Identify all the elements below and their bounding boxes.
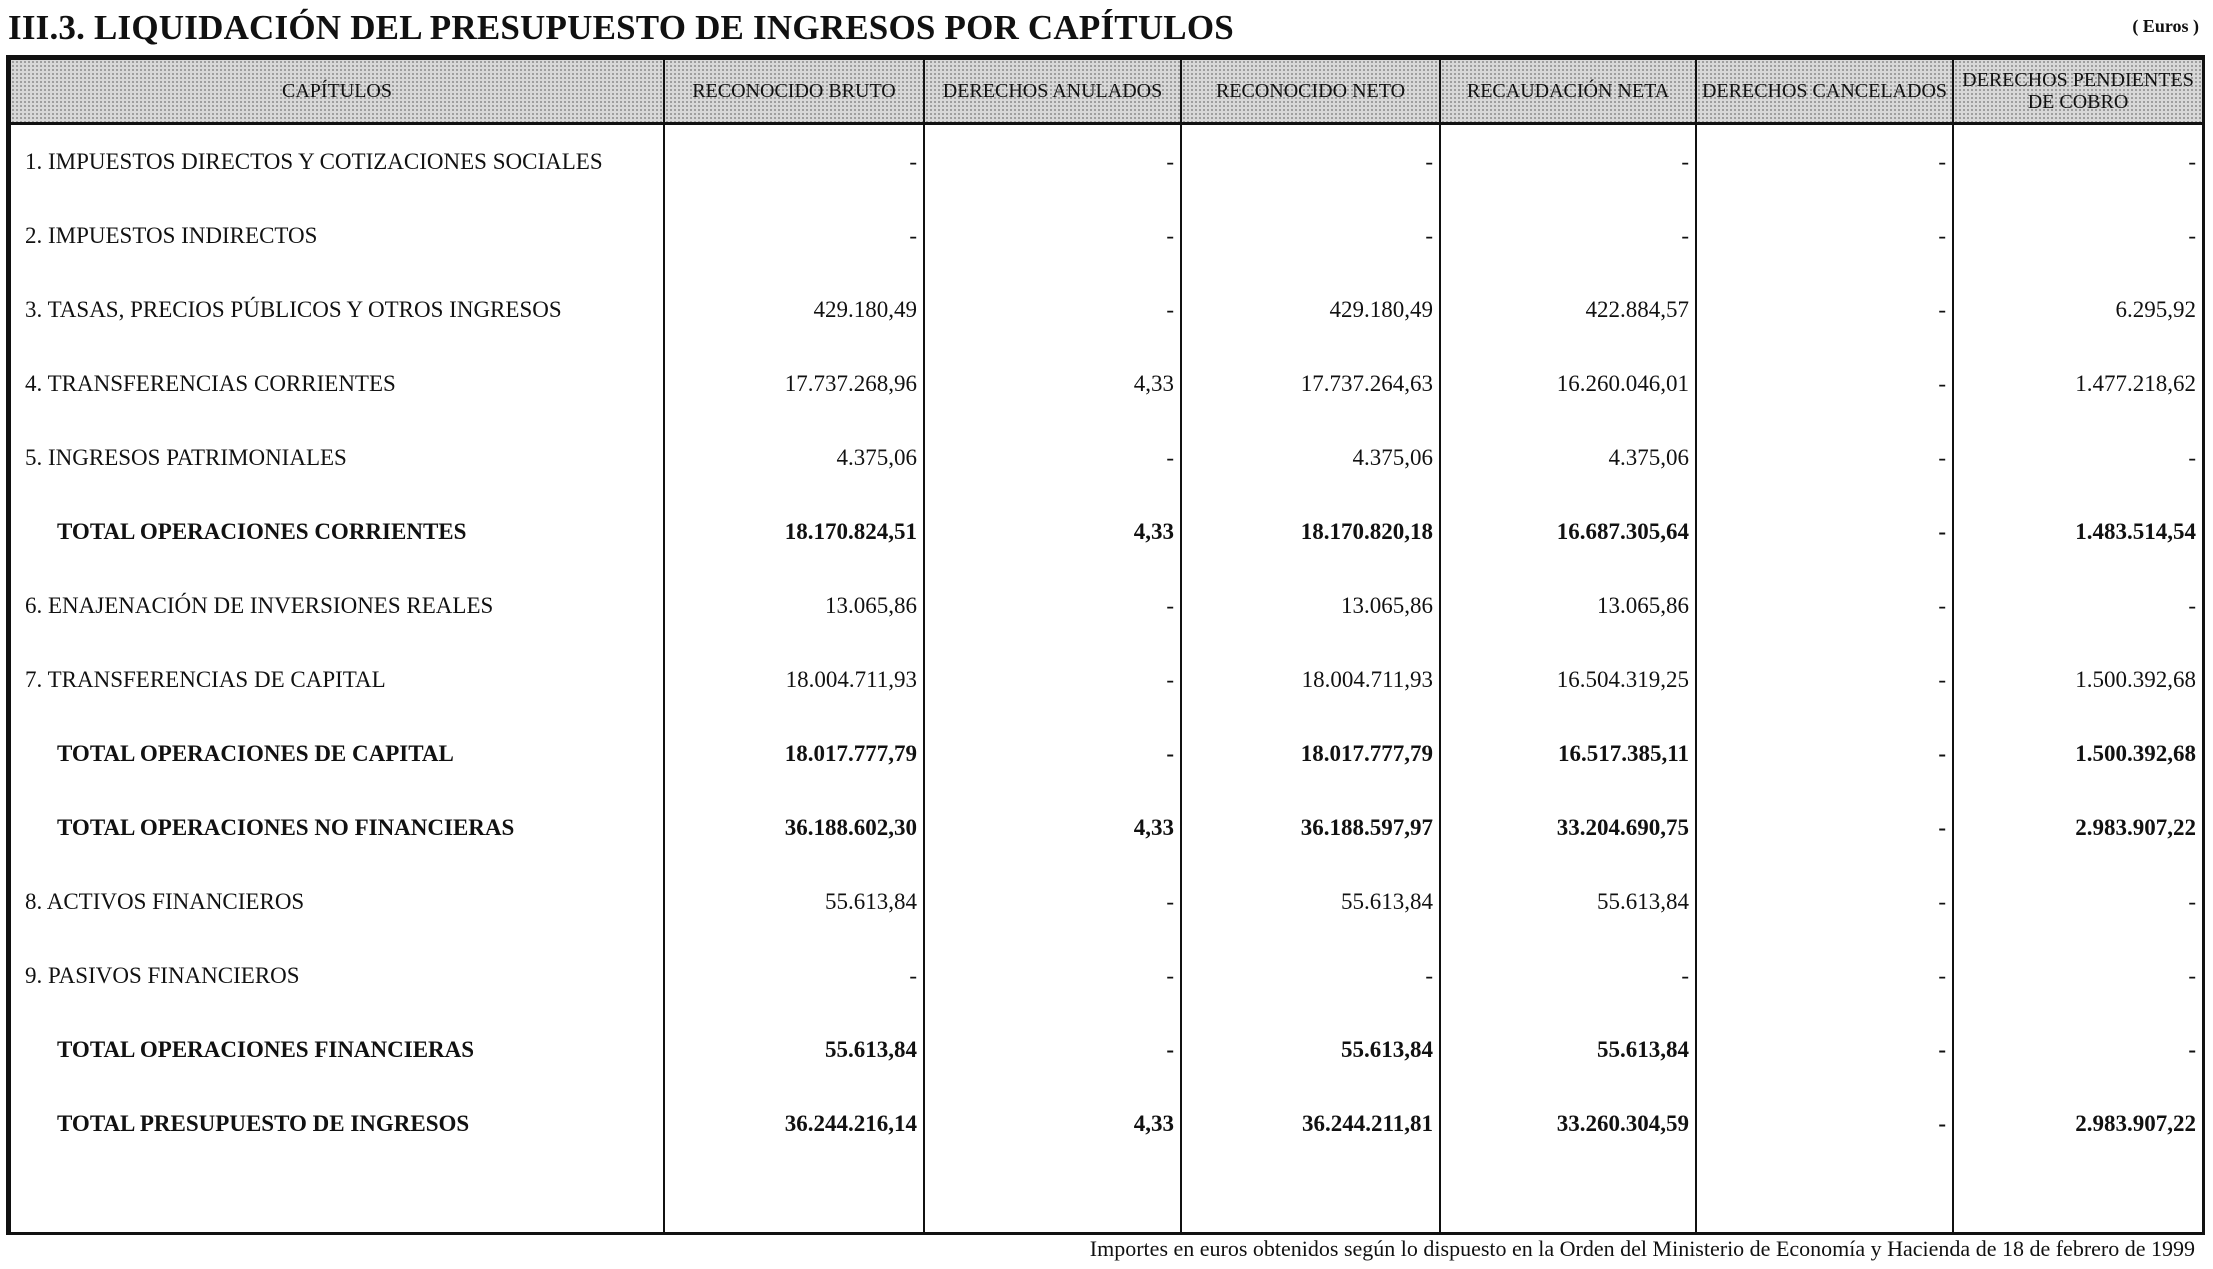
cell-reconocido-neto: - [1181, 199, 1440, 273]
cell-reconocido-bruto: 18.004.711,93 [664, 643, 924, 717]
cell-recaudacion-neta: 16.687.305,64 [1440, 495, 1696, 569]
cell-derechos-cancelados: - [1696, 421, 1953, 495]
cell-reconocido-neto: - [1181, 939, 1440, 1013]
cell-derechos-pendientes: 1.477.218,62 [1953, 347, 2203, 421]
cell-recaudacion-neta: - [1440, 124, 1696, 200]
spacer-cell [1696, 1161, 1953, 1232]
cell-reconocido-neto: 4.375,06 [1181, 421, 1440, 495]
cell-reconocido-bruto: 13.065,86 [664, 569, 924, 643]
cell-reconocido-bruto: 55.613,84 [664, 1013, 924, 1087]
cell-derechos-anulados: - [924, 643, 1181, 717]
cell-derechos-pendientes: - [1953, 124, 2203, 200]
cell-reconocido-neto: 36.188.597,97 [1181, 791, 1440, 865]
cell-recaudacion-neta: - [1440, 939, 1696, 1013]
cell-derechos-pendientes: - [1953, 569, 2203, 643]
cell-derechos-anulados: 4,33 [924, 347, 1181, 421]
cell-derechos-cancelados: - [1696, 124, 1953, 200]
table-header-row [10, 59, 2203, 124]
cell-reconocido-neto: 13.065,86 [1181, 569, 1440, 643]
cell-derechos-cancelados: - [1696, 865, 1953, 939]
table-total-row [10, 495, 2203, 569]
row-label: 7. TRANSFERENCIAS DE CAPITAL [10, 643, 664, 717]
column-header-derechos-cancelados: DERECHOS CANCELADOS [1696, 59, 1953, 124]
column-header-reconocido-neto: RECONOCIDO NETO [1181, 59, 1440, 124]
cell-derechos-cancelados: - [1696, 569, 1953, 643]
row-label: 5. INGRESOS PATRIMONIALES [10, 421, 664, 495]
table-row [10, 865, 2203, 939]
currency-unit-label: ( Euros ) [2132, 16, 2199, 36]
cell-reconocido-neto: 18.017.777,79 [1181, 717, 1440, 791]
budget-table-container [6, 55, 2205, 1235]
cell-derechos-pendientes: - [1953, 421, 2203, 495]
table-body [10, 124, 2203, 1233]
row-label: TOTAL PRESUPUESTO DE INGRESOS [10, 1087, 664, 1161]
cell-derechos-anulados: - [924, 939, 1181, 1013]
cell-derechos-pendientes: - [1953, 939, 2203, 1013]
spacer-cell [10, 1161, 664, 1232]
cell-reconocido-bruto: 55.613,84 [664, 865, 924, 939]
cell-derechos-cancelados: - [1696, 1087, 1953, 1161]
column-header-derechos-pendientes: DERECHOS PENDIENTES DE COBRO [1953, 59, 2203, 124]
table-row [10, 347, 2203, 421]
table-row [10, 199, 2203, 273]
cell-derechos-pendientes: 2.983.907,22 [1953, 1087, 2203, 1161]
cell-derechos-anulados: - [924, 569, 1181, 643]
table-row [10, 273, 2203, 347]
cell-reconocido-neto: 429.180,49 [1181, 273, 1440, 347]
cell-derechos-cancelados: - [1696, 1013, 1953, 1087]
row-label: 1. IMPUESTOS DIRECTOS Y COTIZACIONES SOCIALES [10, 124, 664, 200]
table-total-row [10, 791, 2203, 865]
cell-recaudacion-neta: 55.613,84 [1440, 865, 1696, 939]
cell-derechos-pendientes: - [1953, 865, 2203, 939]
cell-reconocido-bruto: 18.017.777,79 [664, 717, 924, 791]
cell-reconocido-neto: 18.004.711,93 [1181, 643, 1440, 717]
cell-recaudacion-neta: 16.504.319,25 [1440, 643, 1696, 717]
cell-reconocido-bruto: - [664, 199, 924, 273]
cell-reconocido-bruto: 4.375,06 [664, 421, 924, 495]
table-total-row [10, 1087, 2203, 1161]
row-label: 8. ACTIVOS FINANCIEROS [10, 865, 664, 939]
cell-derechos-anulados: 4,33 [924, 791, 1181, 865]
cell-reconocido-neto: 18.170.820,18 [1181, 495, 1440, 569]
cell-derechos-pendientes: 1.500.392,68 [1953, 643, 2203, 717]
cell-derechos-pendientes: 2.983.907,22 [1953, 791, 2203, 865]
table-row [10, 939, 2203, 1013]
cell-derechos-cancelados: - [1696, 717, 1953, 791]
cell-derechos-anulados: - [924, 199, 1181, 273]
cell-reconocido-bruto: 429.180,49 [664, 273, 924, 347]
cell-recaudacion-neta: 55.613,84 [1440, 1013, 1696, 1087]
cell-derechos-pendientes: 1.483.514,54 [1953, 495, 2203, 569]
row-label: 6. ENAJENACIÓN DE INVERSIONES REALES [10, 569, 664, 643]
row-label: 2. IMPUESTOS INDIRECTOS [10, 199, 664, 273]
cell-derechos-anulados: - [924, 421, 1181, 495]
cell-reconocido-bruto: 17.737.268,96 [664, 347, 924, 421]
spacer-cell [924, 1161, 1181, 1232]
row-label: 4. TRANSFERENCIAS CORRIENTES [10, 347, 664, 421]
cell-derechos-cancelados: - [1696, 643, 1953, 717]
column-header-capitulos: CAPÍTULOS [10, 59, 664, 124]
cell-derechos-pendientes: 6.295,92 [1953, 273, 2203, 347]
cell-derechos-cancelados: - [1696, 199, 1953, 273]
table-spacer-row [10, 1161, 2203, 1232]
cell-derechos-anulados: 4,33 [924, 1087, 1181, 1161]
cell-derechos-cancelados: - [1696, 939, 1953, 1013]
cell-derechos-anulados: - [924, 124, 1181, 200]
row-label: 3. TASAS, PRECIOS PÚBLICOS Y OTROS INGRESOS [10, 273, 664, 347]
table-row [10, 569, 2203, 643]
cell-reconocido-bruto: - [664, 124, 924, 200]
page-title: III.3. LIQUIDACIÓN DEL PRESUPUESTO DE INGRESOS POR CAPÍTULOS [8, 8, 1234, 47]
cell-recaudacion-neta: 4.375,06 [1440, 421, 1696, 495]
cell-reconocido-neto: 36.244.211,81 [1181, 1087, 1440, 1161]
spacer-cell [1953, 1161, 2203, 1232]
cell-reconocido-neto: 17.737.264,63 [1181, 347, 1440, 421]
cell-derechos-pendientes: - [1953, 1013, 2203, 1087]
cell-derechos-cancelados: - [1696, 273, 1953, 347]
cell-reconocido-bruto: 36.188.602,30 [664, 791, 924, 865]
row-label: TOTAL OPERACIONES DE CAPITAL [10, 717, 664, 791]
table-total-row [10, 1013, 2203, 1087]
cell-derechos-cancelados: - [1696, 347, 1953, 421]
cell-derechos-pendientes: - [1953, 199, 2203, 273]
cell-derechos-anulados: 4,33 [924, 495, 1181, 569]
cell-recaudacion-neta: - [1440, 199, 1696, 273]
cell-derechos-anulados: - [924, 1013, 1181, 1087]
cell-reconocido-bruto: - [664, 939, 924, 1013]
table-total-row [10, 717, 2203, 791]
cell-recaudacion-neta: 422.884,57 [1440, 273, 1696, 347]
cell-derechos-cancelados: - [1696, 791, 1953, 865]
cell-reconocido-bruto: 18.170.824,51 [664, 495, 924, 569]
cell-reconocido-neto: - [1181, 124, 1440, 200]
cell-derechos-anulados: - [924, 865, 1181, 939]
cell-recaudacion-neta: 16.260.046,01 [1440, 347, 1696, 421]
spacer-cell [1181, 1161, 1440, 1232]
footnote: Importes en euros obtenidos según lo dispuesto en la Orden del Ministerio de Economía y Hacienda de 18 de febrero de 1999 [1089, 1236, 2195, 1261]
budget-table [9, 58, 2204, 1232]
cell-derechos-anulados: - [924, 717, 1181, 791]
cell-derechos-anulados: - [924, 273, 1181, 347]
table-row [10, 124, 2203, 200]
column-header-derechos-anulados: DERECHOS ANULADOS [924, 59, 1181, 124]
row-label: 9. PASIVOS FINANCIEROS [10, 939, 664, 1013]
spacer-cell [1440, 1161, 1696, 1232]
cell-recaudacion-neta: 16.517.385,11 [1440, 717, 1696, 791]
column-header-reconocido-bruto: RECONOCIDO BRUTO [664, 59, 924, 124]
column-header-recaudacion-neta: RECAUDACIÓN NETA [1440, 59, 1696, 124]
spacer-cell [664, 1161, 924, 1232]
cell-recaudacion-neta: 33.204.690,75 [1440, 791, 1696, 865]
cell-reconocido-neto: 55.613,84 [1181, 1013, 1440, 1087]
table-row [10, 421, 2203, 495]
cell-derechos-pendientes: 1.500.392,68 [1953, 717, 2203, 791]
row-label: TOTAL OPERACIONES NO FINANCIERAS [10, 791, 664, 865]
table-row [10, 643, 2203, 717]
cell-derechos-cancelados: - [1696, 495, 1953, 569]
cell-reconocido-bruto: 36.244.216,14 [664, 1087, 924, 1161]
row-label: TOTAL OPERACIONES FINANCIERAS [10, 1013, 664, 1087]
cell-reconocido-neto: 55.613,84 [1181, 865, 1440, 939]
cell-recaudacion-neta: 13.065,86 [1440, 569, 1696, 643]
cell-recaudacion-neta: 33.260.304,59 [1440, 1087, 1696, 1161]
row-label: TOTAL OPERACIONES CORRIENTES [10, 495, 664, 569]
